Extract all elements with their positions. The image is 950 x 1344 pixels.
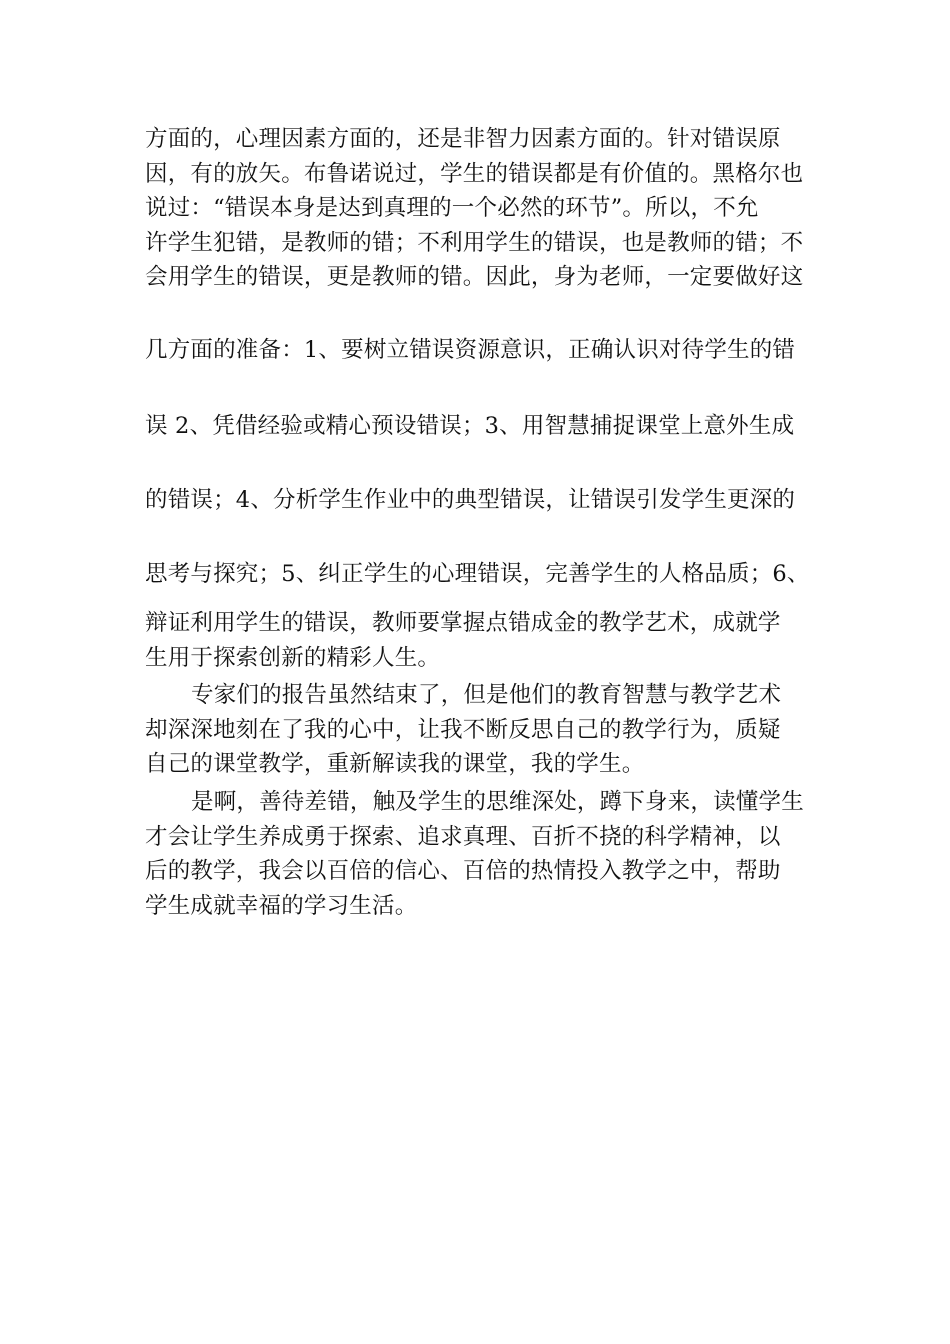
text-line: 误 2、凭借经验或精心预设错误；3、用智慧捕捉课堂上意外生成: [145, 413, 795, 439]
paragraph-3: [145, 785, 810, 923]
text-line: 却深深地刻在了我的心中，让我不断反思自己的教学行为，质疑: [145, 716, 781, 743]
text-line: 因，有的放矢。布鲁诺说过，学生的错误都是有价值的。黑格尔也: [145, 160, 804, 187]
paragraph-1-top: [145, 122, 810, 295]
text-line: 会用学生的错误，更是教师的错。因此，身为老师，一定要做好这: [145, 264, 804, 290]
text-line: 是啊，善待差错，触及学生的思维深处，蹲下身来，读懂学生: [191, 789, 804, 815]
text-line: 专家们的报告虽然结束了，但是他们的教育智慧与教学艺术: [191, 682, 782, 708]
text-line: 学生成就幸福的学习生活。: [145, 892, 418, 919]
text-line: 后的教学，我会以百倍的信心、百倍的热情投入教学之中，帮助: [145, 858, 781, 884]
text-line: 自己的课堂教学，重新解读我的课堂，我的学生。: [145, 751, 645, 777]
text-line: 才会让学生养成勇于探索、追求真理、百折不挠的科学精神，以: [145, 823, 781, 850]
paragraph-1-tail: [145, 606, 810, 675]
text-line: 辩证利用学生的错误，教师要掌握点错成金的教学艺术，成就学: [145, 610, 781, 636]
text-line: 思考与探究；5、纠正学生的心理错误，完善学生的人格品质；6、: [145, 561, 810, 587]
text-line: 许学生犯错，是教师的错；不利用学生的错误，也是教师的错；不: [145, 229, 804, 256]
text-line: 方面的，心理因素方面的，还是非智力因素方面的。针对错误原: [145, 126, 781, 152]
text-line: 生用于探索创新的精彩人生。: [145, 644, 441, 671]
text-line: 的错误；4、分析学生作业中的典型错误，让错误引发学生更深的: [145, 487, 796, 513]
text-line: 说过：“错误本身是达到真理的一个必然的环节”。所以，不允: [145, 195, 759, 221]
text-line: 几方面的准备：1、要树立错误资源意识，正确认识对待学生的错: [145, 337, 796, 363]
paragraph-2: [145, 678, 810, 782]
